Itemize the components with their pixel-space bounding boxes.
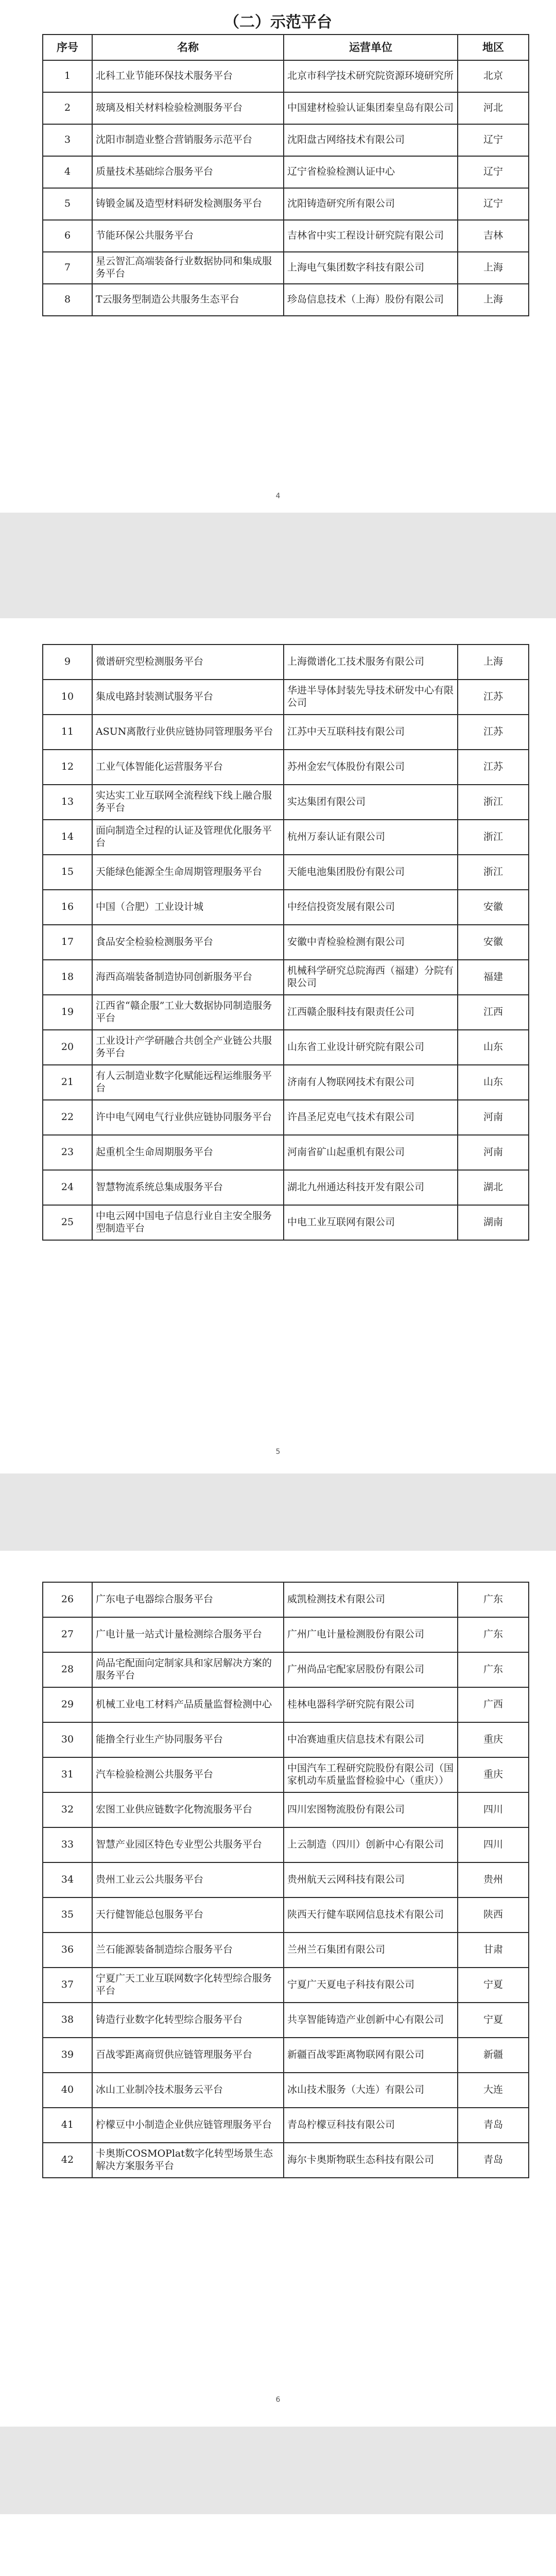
- cell-org: 贵州航天云网科技有限公司: [284, 1862, 458, 1897]
- cell-name: 智慧物流系统总集成服务平台: [92, 1170, 284, 1205]
- table-header-row: [43, 35, 529, 60]
- document-page: [0, 618, 556, 1473]
- cell-no: 20: [43, 1030, 92, 1065]
- cell-area: 湖南: [458, 1205, 529, 1240]
- cell-org: 中国汽车工程研究院股份有限公司（国家机动车质量监督检验中心（重庆））: [284, 1757, 458, 1792]
- cell-no: 31: [43, 1757, 92, 1792]
- cell-area: 四川: [458, 1792, 529, 1827]
- cell-area: 辽宁: [458, 188, 529, 220]
- cell-area: 上海: [458, 645, 529, 680]
- cell-area: 山东: [458, 1030, 529, 1065]
- cell-area: 重庆: [458, 1757, 529, 1792]
- cell-org: 广州尚品宅配家居股份有限公司: [284, 1652, 458, 1687]
- cell-area: 江西: [458, 995, 529, 1030]
- table-row: [43, 890, 529, 925]
- cell-area: 辽宁: [458, 156, 529, 188]
- table-row: [43, 1170, 529, 1205]
- cell-name: 北科工业节能环保技术服务平台: [92, 60, 284, 92]
- table-row: [43, 2003, 529, 2038]
- cell-org: 共享智能铸造产业创新中心有限公司: [284, 2003, 458, 2038]
- cell-no: 11: [43, 715, 92, 750]
- cell-org: 兰州兰石集团有限公司: [284, 1933, 458, 1968]
- table-row: [43, 680, 529, 715]
- cell-area: 贵州: [458, 1862, 529, 1897]
- cell-name: 宏图工业供应链数字化物流服务平台: [92, 1792, 284, 1827]
- table-row: [43, 1757, 529, 1792]
- page-number: 5: [275, 1448, 281, 1456]
- cell-area: 上海: [458, 252, 529, 284]
- cell-name: 起重机全生命周期服务平台: [92, 1135, 284, 1170]
- cell-area: 上海: [458, 284, 529, 316]
- table-row: [43, 1827, 529, 1862]
- table-row: [43, 645, 529, 680]
- table-row: [43, 1065, 529, 1100]
- table-row: [43, 1617, 529, 1652]
- cell-area: 辽宁: [458, 124, 529, 156]
- table-row: [43, 1030, 529, 1065]
- cell-name: 微谱研究型检测服务平台: [92, 645, 284, 680]
- cell-no: 8: [43, 284, 92, 316]
- cell-no: 34: [43, 1862, 92, 1897]
- cell-no: 10: [43, 680, 92, 715]
- cell-name: 铸造行业数字化转型综合服务平台: [92, 2003, 284, 2038]
- cell-name: 卡奥斯COSMOPlat数字化转型场景生态解决方案服务平台: [92, 2143, 284, 2178]
- cell-area: 福建: [458, 960, 529, 995]
- cell-no: 1: [43, 60, 92, 92]
- document-page: [0, 1551, 556, 2427]
- cell-name: 智慧产业园区特色专业型公共服务平台: [92, 1827, 284, 1862]
- cell-org: 山东省工业设计研究院有限公司: [284, 1030, 458, 1065]
- cell-area: 北京: [458, 60, 529, 92]
- cell-area: 宁夏: [458, 1968, 529, 2003]
- cell-org: 中经信投资发展有限公司: [284, 890, 458, 925]
- table-row: [43, 1933, 529, 1968]
- cell-area: 江苏: [458, 715, 529, 750]
- cell-area: 四川: [458, 1827, 529, 1862]
- cell-area: 安徽: [458, 890, 529, 925]
- cell-area: 浙江: [458, 855, 529, 890]
- cell-no: 23: [43, 1135, 92, 1170]
- cell-no: 22: [43, 1100, 92, 1135]
- table-row: [43, 1722, 529, 1757]
- cell-no: 35: [43, 1897, 92, 1933]
- table-row: [43, 1582, 529, 1617]
- cell-name: ASUN离散行业供应链协同管理服务平台: [92, 715, 284, 750]
- cell-area: 河南: [458, 1100, 529, 1135]
- cell-name: 冰山工业制冷技术服务云平台: [92, 2073, 284, 2108]
- cell-area: 河北: [458, 92, 529, 124]
- cell-area: 吉林: [458, 220, 529, 252]
- table-row: [43, 1862, 529, 1897]
- table-row: [43, 1792, 529, 1827]
- table-row: [43, 1687, 529, 1722]
- cell-area: 新疆: [458, 2038, 529, 2073]
- table-row: [43, 1652, 529, 1687]
- cell-area: 江苏: [458, 680, 529, 715]
- cell-area: 陕西: [458, 1897, 529, 1933]
- cell-no: 13: [43, 785, 92, 820]
- cell-area: 广东: [458, 1652, 529, 1687]
- cell-name: 能撸全行业生产协同服务平台: [92, 1722, 284, 1757]
- cell-area: 宁夏: [458, 2003, 529, 2038]
- cell-no: 26: [43, 1582, 92, 1617]
- cell-name: 节能环保公共服务平台: [92, 220, 284, 252]
- table-row: [43, 750, 529, 785]
- cell-org: 四川宏图物流股份有限公司: [284, 1792, 458, 1827]
- cell-no: 18: [43, 960, 92, 995]
- cell-org: 济南有人物联网技术有限公司: [284, 1065, 458, 1100]
- cell-org: 天能电池集团股份有限公司: [284, 855, 458, 890]
- table-row: [43, 2143, 529, 2178]
- header-org: 运营单位: [284, 35, 458, 60]
- table-row: [43, 252, 529, 284]
- header-area: 地区: [458, 35, 529, 60]
- table-row: [43, 188, 529, 220]
- cell-org: 沈阳铸造研究所有限公司: [284, 188, 458, 220]
- cell-name: 玻璃及相关材料检验检测服务平台: [92, 92, 284, 124]
- platform-table: [42, 1582, 529, 2178]
- cell-org: 北京市科学技术研究院资源环境研究所: [284, 60, 458, 92]
- cell-area: 甘肃: [458, 1933, 529, 1968]
- cell-name: 百战零距离商贸供应链管理服务平台: [92, 2038, 284, 2073]
- cell-org: 河南省矿山起重机有限公司: [284, 1135, 458, 1170]
- table-row: [43, 156, 529, 188]
- cell-name: 集成电路封装测试服务平台: [92, 680, 284, 715]
- table-row: [43, 1897, 529, 1933]
- cell-name: 沈阳市制造业整合营销服务示范平台: [92, 124, 284, 156]
- cell-no: 37: [43, 1968, 92, 2003]
- cell-org: 杭州万泰认证有限公司: [284, 820, 458, 855]
- cell-no: 27: [43, 1617, 92, 1652]
- table-row: [43, 855, 529, 890]
- cell-name: 中国（合肥）工业设计城: [92, 890, 284, 925]
- cell-no: 42: [43, 2143, 92, 2178]
- cell-name: 柠檬豆中小制造企业供应链管理服务平台: [92, 2108, 284, 2143]
- cell-name: 工业气体智能化运营服务平台: [92, 750, 284, 785]
- cell-org: 上海电气集团数字科技有限公司: [284, 252, 458, 284]
- cell-name: 海西高端装备制造协同创新服务平台: [92, 960, 284, 995]
- cell-no: 33: [43, 1827, 92, 1862]
- table-row: [43, 1205, 529, 1240]
- cell-no: 21: [43, 1065, 92, 1100]
- cell-org: 实达集团有限公司: [284, 785, 458, 820]
- cell-org: 广州广电计量检测股份有限公司: [284, 1617, 458, 1652]
- table-row: [43, 1968, 529, 2003]
- cell-org: 机械科学研究总院海西（福建）分院有限公司: [284, 960, 458, 995]
- page-number: 4: [275, 492, 281, 500]
- table-row: [43, 995, 529, 1030]
- cell-no: 28: [43, 1652, 92, 1687]
- cell-org: 上海微谱化工技术服务有限公司: [284, 645, 458, 680]
- cell-org: 江西赣企服科技有限责任公司: [284, 995, 458, 1030]
- cell-org: 江苏中天互联科技有限公司: [284, 715, 458, 750]
- page-number: 6: [275, 2396, 281, 2404]
- cell-area: 大连: [458, 2073, 529, 2108]
- cell-org: 陕西天行健车联网信息技术有限公司: [284, 1897, 458, 1933]
- cell-area: 重庆: [458, 1722, 529, 1757]
- cell-name: 江西省“赣企服”工业大数据协同制造服务平台: [92, 995, 284, 1030]
- cell-no: 19: [43, 995, 92, 1030]
- cell-org: 宁夏广天夏电子科技有限公司: [284, 1968, 458, 2003]
- cell-no: 5: [43, 188, 92, 220]
- cell-area: 湖北: [458, 1170, 529, 1205]
- cell-org: 中冶赛迪重庆信息技术有限公司: [284, 1722, 458, 1757]
- cell-name: 铸锻金属及造型材料研发检测服务平台: [92, 188, 284, 220]
- table-row: [43, 785, 529, 820]
- cell-name: 许中电气网电气行业供应链协同服务平台: [92, 1100, 284, 1135]
- cell-name: 广电计量一站式计量检测综合服务平台: [92, 1617, 284, 1652]
- cell-no: 30: [43, 1722, 92, 1757]
- cell-org: 辽宁省检验检测认证中心: [284, 156, 458, 188]
- cell-name: 天行健智能总包服务平台: [92, 1897, 284, 1933]
- table-row: [43, 960, 529, 995]
- header-name: 名称: [92, 35, 284, 60]
- table-row: [43, 2108, 529, 2143]
- table-row: [43, 2038, 529, 2073]
- cell-name: 贵州工业云公共服务平台: [92, 1862, 284, 1897]
- platform-table: [42, 34, 529, 316]
- cell-org: 威凯检测技术有限公司: [284, 1582, 458, 1617]
- cell-name: 有人云制造业数字化赋能远程运维服务平台: [92, 1065, 284, 1100]
- cell-name: 质量技术基础综合服务平台: [92, 156, 284, 188]
- cell-org: 海尔卡奥斯物联生态科技有限公司: [284, 2143, 458, 2178]
- cell-no: 12: [43, 750, 92, 785]
- document-page: [0, 2514, 556, 2576]
- table-row: [43, 820, 529, 855]
- cell-no: 41: [43, 2108, 92, 2143]
- cell-name: 机械工业电工材料产品质量监督检测中心: [92, 1687, 284, 1722]
- cell-org: 安徽中青检验检测有限公司: [284, 925, 458, 960]
- cell-name: 星云智汇高端装备行业数据协同和集成服务平台: [92, 252, 284, 284]
- table-row: [43, 284, 529, 316]
- cell-org: 青岛柠檬豆科技有限公司: [284, 2108, 458, 2143]
- cell-area: 河南: [458, 1135, 529, 1170]
- cell-name: 广东电子电器综合服务平台: [92, 1582, 284, 1617]
- cell-org: 中电工业互联网有限公司: [284, 1205, 458, 1240]
- table-row: [43, 60, 529, 92]
- cell-org: 吉林省中实工程设计研究院有限公司: [284, 220, 458, 252]
- cell-area: 安徽: [458, 925, 529, 960]
- cell-area: 浙江: [458, 820, 529, 855]
- cell-no: 14: [43, 820, 92, 855]
- cell-no: 3: [43, 124, 92, 156]
- cell-no: 2: [43, 92, 92, 124]
- cell-name: 宁夏广天工业互联网数字化转型综合服务平台: [92, 1968, 284, 2003]
- table-row: [43, 92, 529, 124]
- cell-name: 兰石能源装备制造综合服务平台: [92, 1933, 284, 1968]
- cell-name: T云服务型制造公共服务生态平台: [92, 284, 284, 316]
- cell-no: 6: [43, 220, 92, 252]
- table-row: [43, 2073, 529, 2108]
- cell-area: 青岛: [458, 2108, 529, 2143]
- cell-org: 苏州金宏气体股份有限公司: [284, 750, 458, 785]
- cell-name: 尚品宅配面向定制家具和家居解决方案的服务平台: [92, 1652, 284, 1687]
- cell-area: 浙江: [458, 785, 529, 820]
- platform-table: [42, 644, 529, 1241]
- cell-no: 38: [43, 2003, 92, 2038]
- cell-org: 上云制造（四川）创新中心有限公司: [284, 1827, 458, 1862]
- cell-org: 冰山技术服务（大连）有限公司: [284, 2073, 458, 2108]
- cell-no: 24: [43, 1170, 92, 1205]
- table-row: [43, 925, 529, 960]
- cell-name: 面向制造全过程的认证及管理优化服务平台: [92, 820, 284, 855]
- cell-no: 25: [43, 1205, 92, 1240]
- cell-org: 新疆百战零距离物联网有限公司: [284, 2038, 458, 2073]
- cell-area: 江苏: [458, 750, 529, 785]
- cell-no: 7: [43, 252, 92, 284]
- cell-no: 32: [43, 1792, 92, 1827]
- section-title: （二）示范平台: [224, 13, 332, 31]
- cell-no: 16: [43, 890, 92, 925]
- cell-area: 广东: [458, 1617, 529, 1652]
- header-no: 序号: [43, 35, 92, 60]
- cell-area: 广西: [458, 1687, 529, 1722]
- cell-name: 食品安全检验检测服务平台: [92, 925, 284, 960]
- cell-name: 实达实工业互联网全流程线下线上融合服务平台: [92, 785, 284, 820]
- document-page: [0, 0, 556, 513]
- cell-no: 36: [43, 1933, 92, 1968]
- cell-org: 珍岛信息技术（上海）股份有限公司: [284, 284, 458, 316]
- cell-no: 15: [43, 855, 92, 890]
- cell-no: 9: [43, 645, 92, 680]
- cell-org: 湖北九州通达科技开发有限公司: [284, 1170, 458, 1205]
- cell-name: 中电云网中国电子信息行业自主安全服务型制造平台: [92, 1205, 284, 1240]
- cell-no: 40: [43, 2073, 92, 2108]
- cell-area: 广东: [458, 1582, 529, 1617]
- cell-no: 4: [43, 156, 92, 188]
- cell-name: 天能绿色能源全生命周期管理服务平台: [92, 855, 284, 890]
- cell-no: 29: [43, 1687, 92, 1722]
- table-row: [43, 715, 529, 750]
- cell-name: 汽车检验检测公共服务平台: [92, 1757, 284, 1792]
- table-row: [43, 124, 529, 156]
- table-row: [43, 220, 529, 252]
- cell-area: 山东: [458, 1065, 529, 1100]
- cell-no: 17: [43, 925, 92, 960]
- cell-org: 中国建材检验认证集团秦皇岛有限公司: [284, 92, 458, 124]
- cell-org: 华进半导体封装先导技术研发中心有限公司: [284, 680, 458, 715]
- table-row: [43, 1100, 529, 1135]
- table-row: [43, 1135, 529, 1170]
- cell-org: 桂林电器科学研究院有限公司: [284, 1687, 458, 1722]
- cell-org: 沈阳盘古网络技术有限公司: [284, 124, 458, 156]
- cell-area: 青岛: [458, 2143, 529, 2178]
- cell-no: 39: [43, 2038, 92, 2073]
- cell-name: 工业设计产学研融合共创全产业链公共服务平台: [92, 1030, 284, 1065]
- cell-org: 许昌圣尼克电气技术有限公司: [284, 1100, 458, 1135]
